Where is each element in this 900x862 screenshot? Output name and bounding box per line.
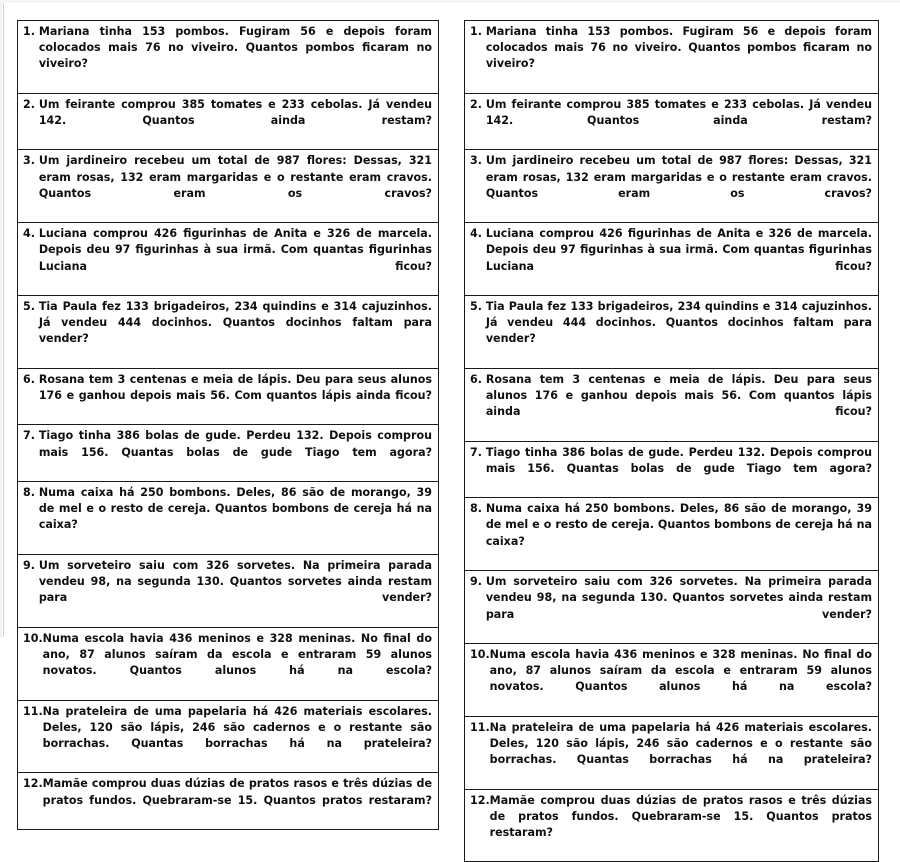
problem-cell — [18, 21, 439, 94]
problem-line — [23, 153, 432, 218]
problem-text: Na prateleira de uma papelaria há 426 materiais escolares. Deles, 120 são lápis, 246 são cadernos e o restante são borrachas. Quantas borrachas há na prateleira? — [42, 704, 432, 750]
problem-row — [465, 498, 879, 571]
problem-table-right — [464, 20, 879, 862]
problem-text: Tia Paula fez 133 brigadeiros, 234 quindins e 314 cajuzinhos. Já vendeu 444 docinhos. Quantos docinhos faltam para vender? — [485, 300, 872, 346]
problem-text: Numa escola havia 436 meninos e 328 meninas. No final do ano, 87 alunos saíram da escola e entraram 59 alunos novatos. Quantos alunos há na escola? — [42, 631, 432, 678]
problem-row — [18, 627, 439, 700]
problem-line — [470, 793, 872, 858]
problem-row — [465, 223, 879, 296]
problem-cell — [465, 150, 879, 223]
problem-text: Um sorveteiro saiu com 326 sorvetes. Na primeira parada vendeu 98, na segunda 130. Quantos sorvetes ainda restam para vender? — [485, 575, 872, 621]
problem-cell — [18, 425, 439, 482]
problem-text: Luciana comprou 426 figurinhas de Anita e 326 de marcela. Depois deu 97 figurinhas à sua irmã. Com quantas figurinhas Luciana ficou? — [485, 227, 872, 273]
problem-number: 1. — [23, 25, 35, 38]
problem-number: 12. — [23, 777, 43, 791]
problem-number: 5. — [23, 300, 35, 314]
problem-number: 5. — [470, 300, 482, 314]
problem-number: 11. — [470, 720, 490, 734]
problem-text: Numa caixa há 250 bombons. Deles, 86 são de morango, 39 de mel e o resto de cereja. Quantos bombons de cereja há na caixa? — [485, 502, 872, 548]
problem-row — [18, 150, 439, 223]
problem-cell — [18, 150, 439, 223]
problem-row — [18, 296, 439, 369]
problem-table-body-left — [18, 21, 439, 830]
problem-text: Tiago tinha 386 bolas de gude. Perdeu 132. Depois comprou mais 156. Quantas bolas de gude Tiago tem agora? — [485, 445, 872, 475]
problem-row — [18, 425, 439, 482]
problem-number: 11. — [23, 704, 43, 718]
problem-number: 2. — [470, 97, 482, 111]
problem-row — [18, 368, 439, 425]
problem-number: 9. — [470, 575, 482, 589]
problem-number: 3. — [23, 154, 35, 168]
problem-line — [23, 226, 432, 291]
problem-row — [18, 21, 439, 94]
problem-line — [470, 226, 872, 291]
problem-text: Um jardineiro recebeu um total de 987 flores: Dessas, 321 eram rosas, 132 eram margaridas e o restante eram cravos. Quantos eram os cravos? — [485, 154, 872, 200]
problem-cell — [465, 441, 879, 498]
problem-text: Um feirante comprou 385 tomates e 233 cebolas. Já vendeu 142. Quantos ainda restam? — [38, 97, 432, 128]
problem-text: Mamãe comprou duas dúzias de pratos rasos e três dúzias de pratos fundos. Quebraram-se 15. Quantos pratos restaram? — [489, 793, 872, 839]
problem-number: 7. — [23, 429, 35, 443]
problem-number: 4. — [470, 227, 482, 241]
problem-cell — [18, 296, 439, 369]
problem-line — [23, 485, 432, 550]
problem-cell — [18, 773, 439, 830]
problem-line — [470, 299, 872, 364]
problem-text: Rosana tem 3 centenas e meia de lápis. Deu para seus alunos 176 e ganhou depois mais 56. Com quantos lápis ainda ficou? — [38, 372, 432, 403]
problem-text: Mamãe comprou duas dúzias de pratos rasos e três dúzias de pratos fundos. Quebraram-se 15. Quantos pratos restaram? — [42, 777, 432, 807]
problem-line — [23, 631, 432, 696]
problem-row — [18, 700, 439, 773]
problem-line — [23, 299, 432, 364]
problem-line — [23, 428, 432, 477]
problem-number: 8. — [470, 502, 482, 516]
problem-text: Mariana tinha 153 pombos. Fugiram 56 e depois foram colocados mais 76 no viveiro. Quantos pombos ficaram no viveiro? — [38, 25, 432, 71]
problem-cell — [465, 93, 879, 150]
problem-line — [470, 720, 872, 785]
problem-line — [470, 647, 872, 712]
problem-text: Um feirante comprou 385 tomates e 233 cebolas. Já vendeu 142. Quantos ainda restam? — [485, 97, 872, 128]
problem-text: Numa escola havia 436 meninos e 328 meninas. No final do ano, 87 alunos saíram da escola e entraram 59 alunos novatos. Quantos alunos há na escola? — [489, 647, 872, 694]
problem-line — [470, 97, 872, 146]
problem-cell — [18, 482, 439, 555]
problem-row — [465, 368, 879, 441]
problem-cell — [465, 21, 879, 94]
problem-cell — [18, 554, 439, 627]
problem-number: 10. — [23, 631, 43, 645]
problem-line — [23, 704, 432, 769]
problem-cell — [18, 368, 439, 425]
problem-row — [465, 296, 879, 369]
worksheet-column-left — [0, 0, 450, 807]
problem-line — [470, 372, 872, 437]
problem-number: 6. — [23, 372, 35, 386]
problem-number: 12. — [470, 793, 490, 807]
problem-line — [470, 24, 872, 89]
problem-number: 1. — [470, 25, 482, 38]
problem-row — [18, 93, 439, 150]
problem-row — [465, 789, 879, 862]
problem-row — [465, 93, 879, 150]
problem-cell — [465, 643, 879, 716]
problem-text: Rosana tem 3 centenas e meia de lápis. Deu para seus alunos 176 e ganhou depois mais 56. Com quantos lápis ainda ficou? — [485, 372, 872, 419]
problem-line — [470, 501, 872, 566]
problem-number: 7. — [470, 445, 482, 459]
problem-row — [465, 441, 879, 498]
problem-cell — [465, 223, 879, 296]
problem-cell — [18, 93, 439, 150]
problem-text: Na prateleira de uma papelaria há 426 materiais escolares. Deles, 120 são lápis, 246 são cadernos e o restante são borrachas. Quantas borrachas há na prateleira? — [489, 720, 872, 767]
problem-number: 3. — [470, 154, 482, 168]
problem-number: 8. — [23, 486, 35, 500]
problem-cell — [465, 789, 879, 862]
problem-cell — [18, 627, 439, 700]
problem-cell — [465, 716, 879, 789]
problem-text: Luciana comprou 426 figurinhas de Anita e 326 de marcela. Depois deu 97 figurinhas à sua irmã. Com quantas figurinhas Luciana ficou? — [38, 227, 432, 273]
problem-row — [18, 554, 439, 627]
problem-line — [470, 445, 872, 494]
problem-line — [23, 24, 432, 89]
problem-line — [23, 372, 432, 421]
problem-text: Tia Paula fez 133 brigadeiros, 234 quindins e 314 cajuzinhos. Já vendeu 444 docinhos. Quantos docinhos faltam para vender? — [38, 300, 432, 346]
problem-line — [23, 558, 432, 623]
problem-row — [465, 21, 879, 94]
problem-cell — [465, 296, 879, 369]
problem-number: 10. — [470, 647, 490, 661]
problem-cell — [18, 223, 439, 296]
problem-cell — [18, 700, 439, 773]
problem-line — [23, 97, 432, 146]
problem-number: 4. — [23, 227, 35, 241]
problem-table-body-right — [465, 21, 879, 862]
problem-table-left — [17, 20, 439, 830]
problem-line — [470, 153, 872, 218]
problem-row — [465, 643, 879, 716]
problem-line — [470, 574, 872, 639]
problem-number: 9. — [23, 558, 35, 572]
problem-number: 6. — [470, 372, 482, 386]
problem-row — [465, 150, 879, 223]
problem-line — [23, 776, 432, 825]
problem-row — [18, 482, 439, 555]
problem-text: Numa caixa há 250 bombons. Deles, 86 são de morango, 39 de mel e o resto de cereja. Quantos bombons de cereja há na caixa? — [38, 486, 432, 532]
problem-row — [18, 773, 439, 830]
problem-text: Mariana tinha 153 pombos. Fugiram 56 e depois foram colocados mais 76 no viveiro. Quantos pombos ficaram no viveiro? — [485, 25, 872, 71]
problem-cell — [465, 571, 879, 644]
problem-text: Um jardineiro recebeu um total de 987 flores: Dessas, 321 eram rosas, 132 eram margaridas e o restante eram cravos. Quantos eram os cravos? — [38, 154, 432, 200]
problem-row — [465, 571, 879, 644]
problem-row — [465, 716, 879, 789]
problem-row — [18, 223, 439, 296]
problem-text: Um sorveteiro saiu com 326 sorvetes. Na primeira parada vendeu 98, na segunda 130. Quantos sorvetes ainda restam para vender? — [38, 558, 432, 605]
problem-text: Tiago tinha 386 bolas de gude. Perdeu 132. Depois comprou mais 156. Quantas bolas de gude Tiago tem agora? — [38, 429, 432, 459]
worksheet-column-right — [450, 0, 900, 839]
problem-cell — [465, 498, 879, 571]
problem-cell — [465, 368, 879, 441]
problem-number: 2. — [23, 97, 35, 111]
